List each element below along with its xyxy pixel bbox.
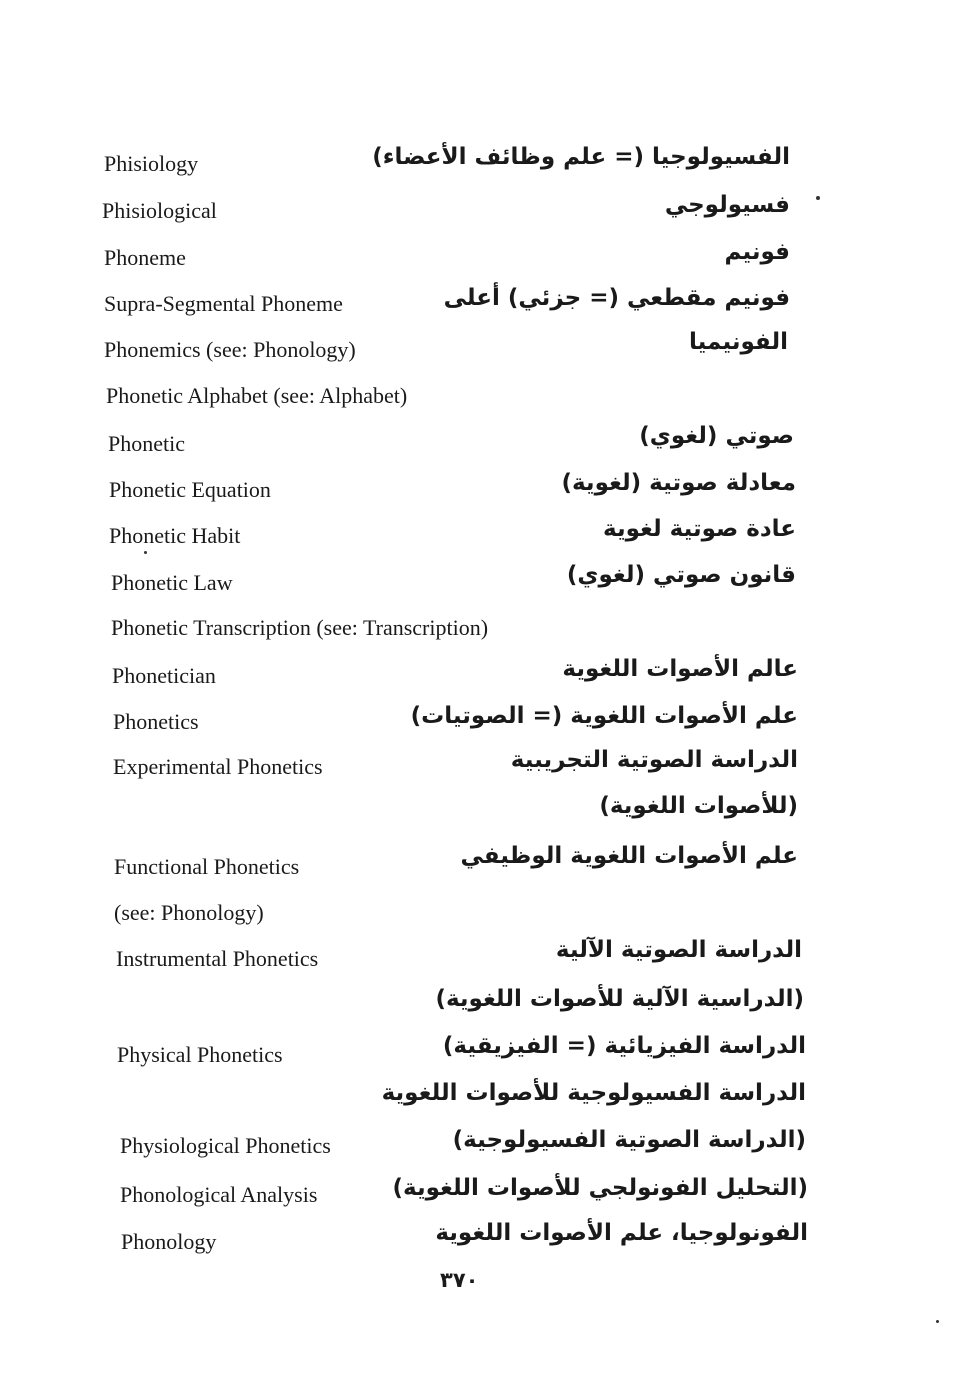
arabic-term: الفونيميا (689, 329, 788, 355)
arabic-term: فسيولوجي (664, 192, 790, 218)
arabic-term: (للأصوات اللغوية) (599, 793, 798, 819)
arabic-term: (التحليل الفونولجي للأصوات اللغوية) (392, 1175, 808, 1201)
arabic-term: الدراسة الفيزيائية (= الفيزيقية) (442, 1033, 806, 1059)
english-term: Phonetic Habit (109, 523, 241, 548)
english-term: Phonological Analysis (120, 1182, 318, 1207)
english-term: Phoneme (104, 245, 186, 270)
arabic-term: الدراسة الصوتية التجريبية (510, 747, 798, 773)
arabic-term: فونيم مقطعي (= جزئي) أعلى (443, 285, 790, 311)
arabic-term: (الدراسية الآلية للأصوات اللغوية) (435, 986, 804, 1012)
scan-speck (816, 196, 820, 200)
page-number: ٣٧٠ (440, 1268, 479, 1292)
english-term: Phisiological (102, 198, 217, 223)
english-term: (see: Phonology) (114, 900, 264, 925)
english-term: Phonemics (see: Phonology) (104, 337, 356, 362)
english-term: Phonetics (113, 709, 199, 734)
arabic-term: الدراسة الفسيولوجية للأصوات اللغوية (381, 1080, 806, 1106)
english-term: Phonetician (112, 663, 216, 688)
arabic-term: عادة صوتية لغوية (603, 516, 796, 542)
english-term: Phonetic Law (111, 570, 233, 595)
english-term: Experimental Phonetics (113, 754, 323, 779)
arabic-term: الدراسة الصوتية الآلية (555, 937, 802, 963)
arabic-term: علم الأصوات اللغوية الوظيفي (460, 843, 798, 869)
english-term: Phonetic Equation (109, 477, 271, 502)
english-term: Phonetic Transcription (see: Transcription) (111, 615, 489, 640)
scan-speck (144, 551, 147, 554)
english-term: Phonology (121, 1229, 217, 1254)
arabic-term: (الدراسة الصوتية الفسيولوجية) (452, 1127, 806, 1153)
arabic-term: معادلة صوتية (لغوية) (561, 470, 796, 496)
english-term: Phonetic Alphabet (see: Alphabet) (106, 383, 408, 408)
arabic-term: صوتي (لغوي) (639, 423, 794, 449)
arabic-term: الفسيولوجيا (= علم وظائف الأعضاء) (372, 144, 790, 170)
arabic-term: قانون صوتي (لغوي) (566, 562, 796, 588)
scan-speck (936, 1320, 939, 1323)
english-term: Physical Phonetics (117, 1042, 283, 1067)
arabic-term: الفونولوجيا، علم الأصوات اللغوية (435, 1220, 808, 1246)
english-term: Instrumental Phonetics (116, 946, 319, 971)
english-term: Supra-Segmental Phoneme (104, 291, 343, 316)
arabic-term: علم الأصوات اللغوية (= الصوتيات) (410, 703, 798, 729)
english-term: Functional Phonetics (114, 854, 300, 879)
english-term: Phonetic (108, 431, 185, 456)
arabic-term: عالم الأصوات اللغوية (562, 656, 798, 682)
arabic-term: فونيم (724, 239, 790, 265)
english-term: Phisiology (104, 151, 199, 176)
english-term: Physiological Phonetics (120, 1133, 331, 1158)
